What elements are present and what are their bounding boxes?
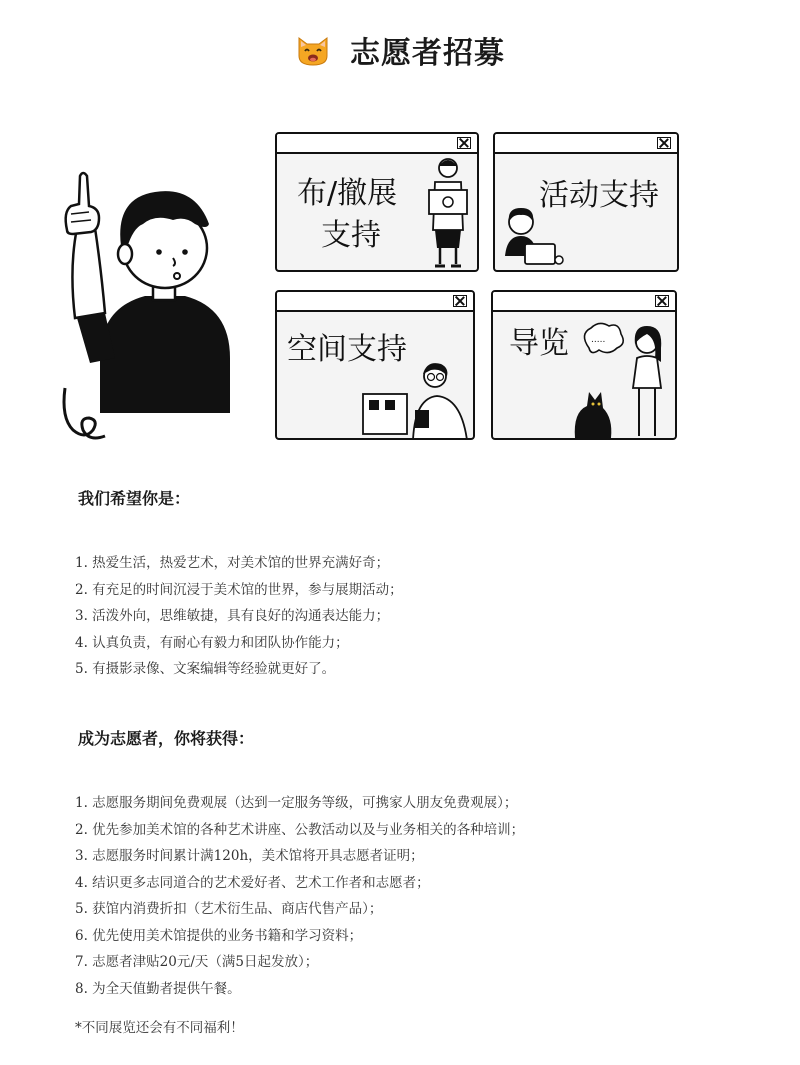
card-event-support[interactable] xyxy=(493,132,679,272)
card-guided-tour[interactable] xyxy=(491,290,677,440)
page-title: 志愿者招募 xyxy=(350,36,506,71)
boy-pointing-illustration xyxy=(55,168,270,448)
benefits-list xyxy=(75,790,524,1002)
header xyxy=(0,28,800,72)
list-item: 2. 有充足的时间沉浸于美术馆的世界，参与展期活动； xyxy=(75,581,403,598)
girl-laptop-illustration xyxy=(499,206,569,272)
list-item: 7. 志愿者津贴20元/天（满5日起发放）； xyxy=(75,954,319,970)
list-item: 4. 认真负责，有耐心有毅力和团队协作能力； xyxy=(75,634,349,651)
barista-illustration xyxy=(361,360,473,440)
guide-cat-illustration xyxy=(569,318,677,440)
list-item: 4. 结识更多志同道合的艺术爱好者、艺术工作者和志愿者； xyxy=(75,874,430,891)
card-label: 活动支持 xyxy=(539,178,659,213)
svg-text:.....: ..... xyxy=(591,335,606,345)
card-label: 空间支持 xyxy=(287,332,407,367)
list-item: 5. 有摄影录像、文案编辑等经验就更好了。 xyxy=(75,661,336,677)
card-label: 布/撤展 xyxy=(297,176,398,211)
close-icon[interactable] xyxy=(453,295,467,307)
close-icon[interactable] xyxy=(657,137,671,149)
list-item: 3. 志愿服务时间累计满120h，美术馆将开具志愿者证明； xyxy=(75,848,424,864)
list-item: 1. 志愿服务期间免费观展（达到一定服务等级，可携家人朋友免费观展）； xyxy=(75,795,518,811)
list-item: 8. 为全天值勤者提供午餐。 xyxy=(75,980,241,997)
benefits-note: *不同展览还会有不同福利！ xyxy=(75,1020,244,1036)
girl-with-box-illustration xyxy=(423,156,473,272)
section-heading-benefits: 成为志愿者，你将获得： xyxy=(78,729,255,748)
close-icon[interactable] xyxy=(655,295,669,307)
card-space-support[interactable] xyxy=(275,290,475,440)
list-item: 1. 热爱生活，热爱艺术，对美术馆的世界充满好奇； xyxy=(75,555,390,571)
hero-illustration xyxy=(55,128,695,448)
cat-face-icon xyxy=(295,32,331,68)
list-item: 2. 优先参加美术馆的各种艺术讲座、公教活动以及与业务相关的各种培训； xyxy=(75,821,525,838)
card-setup-support[interactable] xyxy=(275,132,479,272)
section-heading-expectations: 我们希望你是： xyxy=(78,489,191,508)
card-label-line2: 支持 xyxy=(321,218,381,253)
list-item: 5. 获馆内消费折扣（艺术衍生品、商店代售产品）； xyxy=(75,901,383,917)
card-label: 导览 xyxy=(509,326,569,361)
expectations-list xyxy=(75,550,403,683)
close-icon[interactable] xyxy=(457,137,471,149)
list-item: 6. 优先使用美术馆提供的业务书籍和学习资料； xyxy=(75,927,363,944)
list-item: 3. 活泼外向，思维敏捷，具有良好的沟通表达能力； xyxy=(75,608,390,624)
